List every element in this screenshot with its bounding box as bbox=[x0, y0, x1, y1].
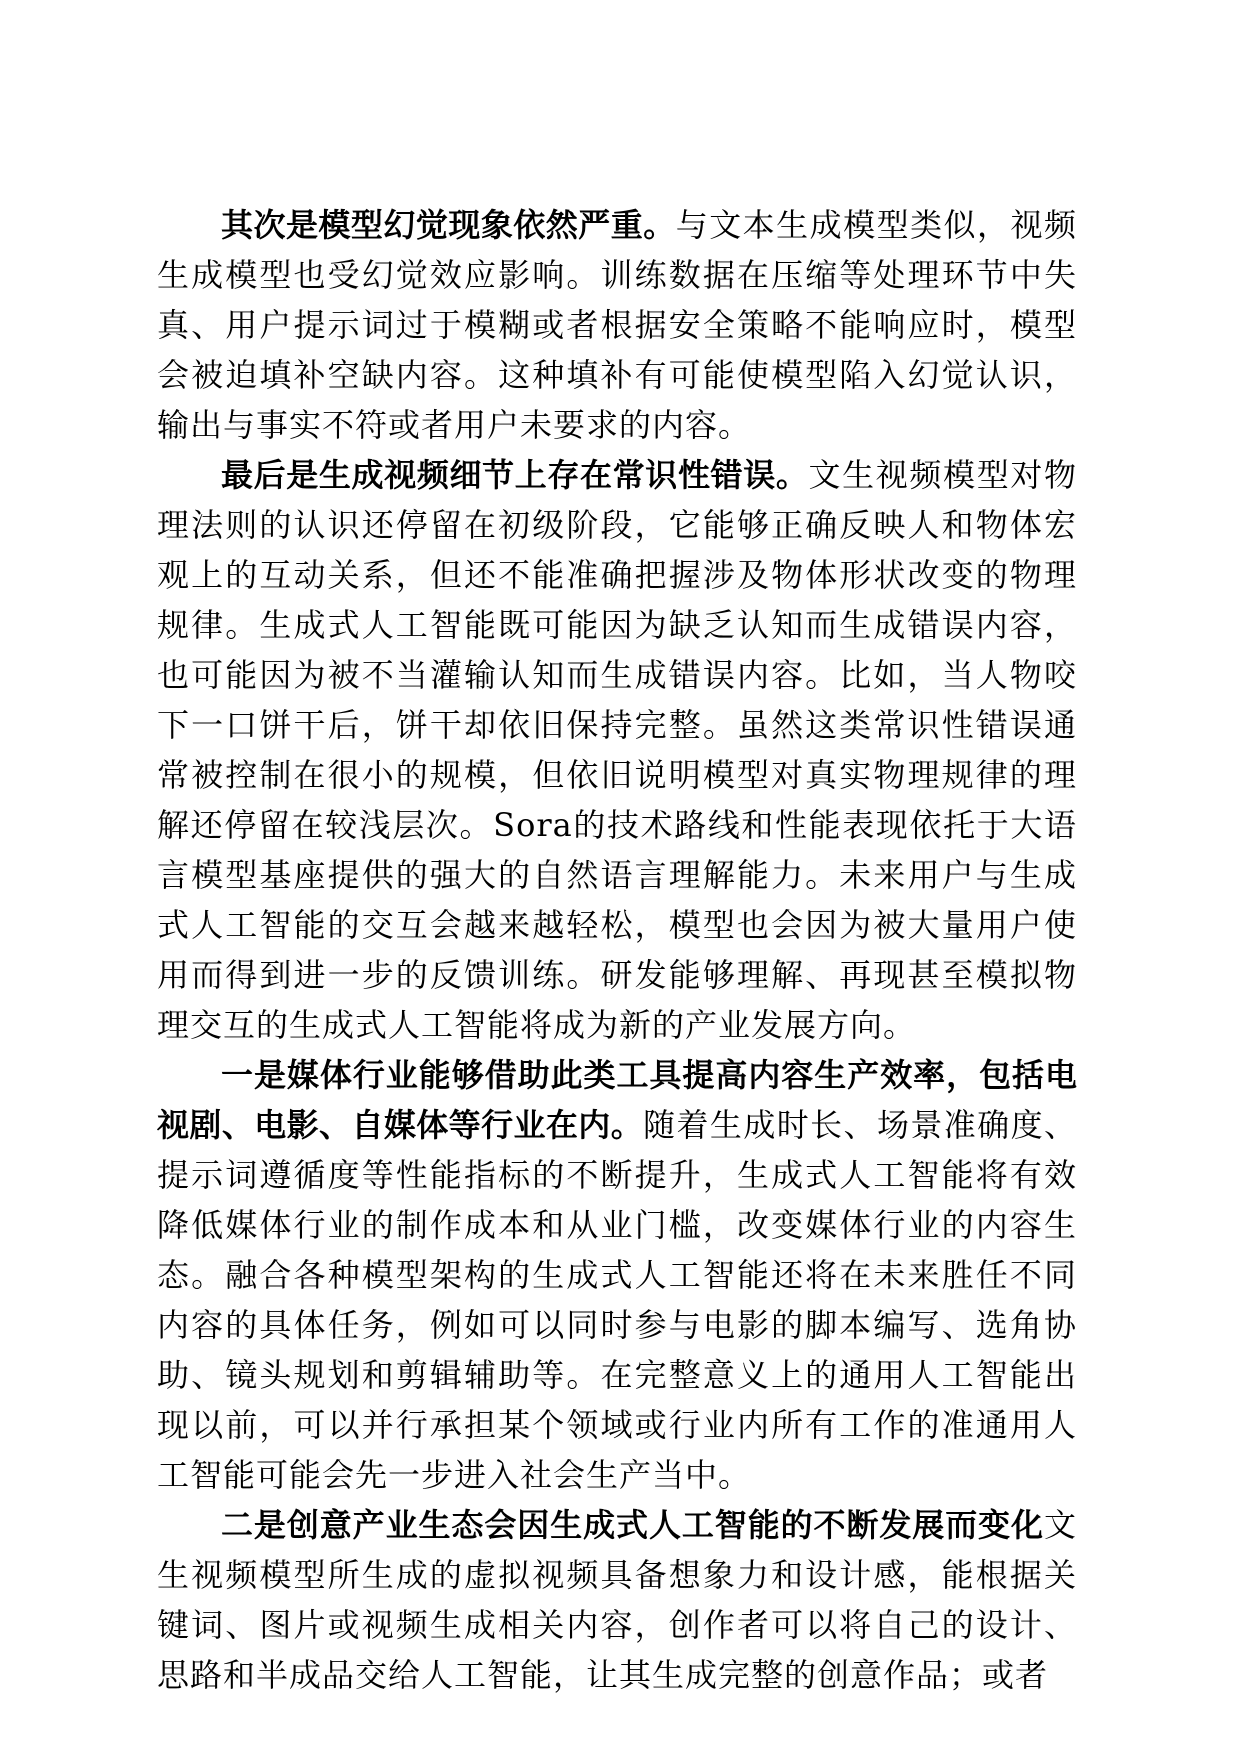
paragraph-lead: 最后是生成视频细节上存在常识性错误。 bbox=[221, 456, 809, 494]
paragraph-text: 文生视频模型所生成的虚拟视频具备想象力和设计感，能根据关键词、图片或视频生成相关内容，创作者可以将自己的设计、思路和半成品交给人工智能，让其生成完整的创意作品；或者 bbox=[157, 1506, 1077, 1694]
document-body bbox=[157, 200, 1077, 1700]
paragraph-creative-industry bbox=[157, 1500, 1077, 1700]
paragraph-lead: 其次是模型幻觉现象依然严重。 bbox=[221, 206, 676, 244]
paragraph-lead: 二是创意产业生态会因生成式人工智能的不断发展而变化 bbox=[221, 1506, 1044, 1544]
paragraph-text: 文生视频模型对物理法则的认识还停留在初级阶段，它能够正确反映人和物体宏观上的互动关系，但还不能准确把握涉及物体形状改变的物理规律。生成式人工智能既可能因为缺乏认知而生成错误内容，也可能因为被不当灌输认知而生成错误内容。比如，当人物咬下一口饼干后，饼干却依旧保持完整。虽然这类常识性错误通常被控制在很小的规模，但依旧说明模型对真实物理规律的理解还停留在较浅层次。Sora的技术路线和性能表现依托于大语言模型基座提供的强大的自然语言理解能力。未来用户与生成式人工智能的交互会越来越轻松，模型也会因为被大量用户使用而得到进一步的反馈训练。研发能够理解、再现甚至模拟物理交互的生成式人工智能将成为新的产业发展方向。 bbox=[157, 456, 1077, 1044]
paragraph-text: 与文本生成模型类似，视频生成模型也受幻觉效应影响。训练数据在压缩等处理环节中失真、用户提示词过于模糊或者根据安全策略不能响应时，模型会被迫填补空缺内容。这种填补有可能使模型陷入幻觉认识，输出与事实不符或者用户未要求的内容。 bbox=[157, 206, 1077, 444]
paragraph-common-sense-errors bbox=[157, 450, 1077, 1050]
paragraph-text: 随着生成时长、场景准确度、提示词遵循度等性能指标的不断提升，生成式人工智能将有效降低媒体行业的制作成本和从业门槛，改变媒体行业的内容生态。融合各种模型架构的生成式人工智能还将在未来胜任不同内容的具体任务，例如可以同时参与电影的脚本编写、选角协助、镜头规划和剪辑辅助等。在完整意义上的通用人工智能出现以前，可以并行承担某个领域或行业内所有工作的准通用人工智能可能会先一步进入社会生产当中。 bbox=[157, 1106, 1077, 1494]
paragraph-lead: 一是媒体行业能够借助此类工具提高内容生产效率，包括电视剧、电影、自媒体等行业在内。 bbox=[157, 1056, 1077, 1144]
paragraph-hallucination bbox=[157, 200, 1077, 450]
paragraph-media-industry bbox=[157, 1050, 1077, 1500]
